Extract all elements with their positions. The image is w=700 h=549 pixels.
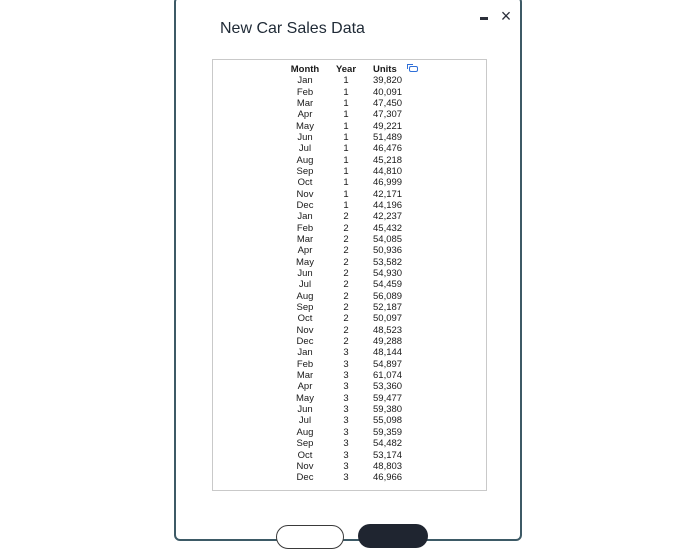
cell-month: May xyxy=(296,392,314,404)
cell-units: 53,582 xyxy=(373,256,403,268)
table-row xyxy=(285,75,415,86)
cell-month: Sep xyxy=(296,165,314,177)
table-row xyxy=(285,302,415,313)
table-row xyxy=(285,132,415,143)
table-row xyxy=(285,347,415,358)
table-row xyxy=(285,449,415,460)
table-row xyxy=(285,211,415,222)
table-row xyxy=(285,427,415,438)
cell-month: Jul xyxy=(298,415,312,427)
cell-year: 3 xyxy=(343,358,349,370)
cell-units: 54,085 xyxy=(373,233,403,245)
cell-year: 2 xyxy=(343,290,349,302)
cell-units: 54,930 xyxy=(373,268,403,280)
cell-units: 52,187 xyxy=(373,302,403,314)
cell-month: Jun xyxy=(297,404,313,416)
cell-units: 40,091 xyxy=(373,86,403,98)
cell-month: Mar xyxy=(296,97,314,109)
cell-year: 1 xyxy=(343,97,349,109)
table-row xyxy=(285,472,415,483)
cell-year: 1 xyxy=(343,131,349,143)
table-row xyxy=(285,188,415,199)
table-row xyxy=(285,370,415,381)
cell-year: 3 xyxy=(343,438,349,450)
cell-units: 46,999 xyxy=(373,177,403,189)
cell-units: 50,097 xyxy=(373,313,403,325)
cell-units: 46,966 xyxy=(373,472,403,484)
cell-year: 2 xyxy=(343,222,349,234)
table-row xyxy=(285,177,415,188)
cell-year: 2 xyxy=(343,211,349,223)
cell-month: Nov xyxy=(296,460,314,472)
data-table-panel xyxy=(212,59,487,491)
cell-year: 1 xyxy=(343,188,349,200)
cell-year: 3 xyxy=(343,404,349,416)
cell-month: Jul xyxy=(298,279,312,291)
cell-units: 45,218 xyxy=(373,154,403,166)
cell-month: Nov xyxy=(296,324,314,336)
cell-month: Feb xyxy=(296,222,314,234)
cell-units: 53,174 xyxy=(373,449,403,461)
cell-month: Mar xyxy=(296,370,314,382)
cell-year: 2 xyxy=(343,233,349,245)
cell-year: 2 xyxy=(343,324,349,336)
cell-month: Nov xyxy=(296,188,314,200)
cell-month: Dec xyxy=(296,472,314,484)
cell-year: 2 xyxy=(343,336,349,348)
cell-year: 3 xyxy=(343,347,349,359)
minimize-icon[interactable] xyxy=(476,8,492,24)
cell-units: 61,074 xyxy=(373,370,403,382)
table-row xyxy=(285,359,415,370)
cell-month: Jun xyxy=(297,131,313,143)
cell-units: 49,288 xyxy=(373,336,403,348)
cell-year: 2 xyxy=(343,279,349,291)
cell-year: 1 xyxy=(343,120,349,132)
cell-units: 51,489 xyxy=(373,131,403,143)
cell-month: Aug xyxy=(296,290,314,302)
table-row xyxy=(285,120,415,131)
cell-units: 44,810 xyxy=(373,165,403,177)
table-row xyxy=(285,415,415,426)
table-row xyxy=(285,154,415,165)
cell-year: 1 xyxy=(343,75,349,87)
cell-units: 53,360 xyxy=(373,381,403,393)
secondary-button[interactable] xyxy=(276,525,344,549)
cell-month: Mar xyxy=(296,233,314,245)
cell-month: Apr xyxy=(297,109,313,121)
header-month: Month xyxy=(290,63,320,75)
cell-month: Dec xyxy=(296,336,314,348)
copy-icon[interactable] xyxy=(409,66,418,72)
table-row xyxy=(285,438,415,449)
cell-year: 1 xyxy=(343,177,349,189)
cell-year: 3 xyxy=(343,449,349,461)
cell-units: 48,523 xyxy=(373,324,403,336)
table-row xyxy=(285,381,415,392)
cell-units: 59,477 xyxy=(373,392,403,404)
cell-units: 44,196 xyxy=(373,199,403,211)
cell-month: Sep xyxy=(296,438,314,450)
cell-month: Apr xyxy=(297,245,313,257)
cell-year: 3 xyxy=(343,426,349,438)
cell-year: 3 xyxy=(343,415,349,427)
cell-units: 55,098 xyxy=(373,415,403,427)
cell-units: 56,089 xyxy=(373,290,403,302)
cell-month: Sep xyxy=(296,302,314,314)
cell-units: 47,450 xyxy=(373,97,403,109)
close-icon[interactable]: × xyxy=(500,6,512,26)
table-row xyxy=(285,222,415,233)
cell-year: 2 xyxy=(343,302,349,314)
cell-year: 1 xyxy=(343,143,349,155)
cell-month: Jan xyxy=(297,211,313,223)
table-row xyxy=(285,109,415,120)
cell-year: 1 xyxy=(343,109,349,121)
cell-units: 46,476 xyxy=(373,143,403,155)
table-row xyxy=(285,257,415,268)
table-row xyxy=(285,166,415,177)
cell-month: Jul xyxy=(298,143,312,155)
table-row xyxy=(285,245,415,256)
cell-units: 49,221 xyxy=(373,120,403,132)
cell-month: May xyxy=(296,256,314,268)
cell-month: Feb xyxy=(296,86,314,98)
cell-units: 54,459 xyxy=(373,279,403,291)
table-row xyxy=(285,268,415,279)
cell-units: 47,307 xyxy=(373,109,403,121)
cell-year: 3 xyxy=(343,472,349,484)
sales-table xyxy=(285,63,415,483)
table-row xyxy=(285,234,415,245)
cell-units: 54,897 xyxy=(373,358,403,370)
dialog-title: New Car Sales Data xyxy=(220,20,365,37)
table-header-row xyxy=(285,63,415,75)
cell-year: 2 xyxy=(343,245,349,257)
header-year: Year xyxy=(335,63,357,75)
cell-units: 42,171 xyxy=(373,188,403,200)
table-row xyxy=(285,313,415,324)
table-row xyxy=(285,393,415,404)
cell-month: Feb xyxy=(296,358,314,370)
cell-month: Dec xyxy=(296,199,314,211)
cell-month: Oct xyxy=(297,449,313,461)
cell-month: Jun xyxy=(297,268,313,280)
cell-month: May xyxy=(296,120,314,132)
cell-month: Jan xyxy=(297,347,313,359)
cell-units: 50,936 xyxy=(373,245,403,257)
cell-units: 59,380 xyxy=(373,404,403,416)
cell-month: Apr xyxy=(297,381,313,393)
cell-year: 1 xyxy=(343,165,349,177)
table-row xyxy=(285,86,415,97)
cell-units: 42,237 xyxy=(373,211,403,223)
cell-year: 3 xyxy=(343,381,349,393)
cell-year: 1 xyxy=(343,199,349,211)
cell-month: Aug xyxy=(296,426,314,438)
cell-units: 59,359 xyxy=(373,426,403,438)
cell-month: Jan xyxy=(297,75,313,87)
cell-year: 3 xyxy=(343,370,349,382)
cell-units: 54,482 xyxy=(373,438,403,450)
cell-month: Oct xyxy=(297,313,313,325)
table-row xyxy=(285,279,415,290)
table-row xyxy=(285,404,415,415)
table-row xyxy=(285,143,415,154)
cell-month: Aug xyxy=(296,154,314,166)
table-row xyxy=(285,98,415,109)
table-row xyxy=(285,291,415,302)
header-units: Units xyxy=(373,63,397,75)
cell-units: 45,432 xyxy=(373,222,403,234)
cell-units: 48,803 xyxy=(373,460,403,472)
table-row xyxy=(285,200,415,211)
primary-button[interactable] xyxy=(358,524,428,548)
cell-year: 2 xyxy=(343,268,349,280)
cell-year: 3 xyxy=(343,392,349,404)
cell-year: 1 xyxy=(343,154,349,166)
table-body xyxy=(285,75,415,483)
cell-year: 2 xyxy=(343,313,349,325)
table-row xyxy=(285,461,415,472)
table-row xyxy=(285,336,415,347)
cell-month: Oct xyxy=(297,177,313,189)
cell-year: 1 xyxy=(343,86,349,98)
table-row xyxy=(285,325,415,336)
cell-units: 48,144 xyxy=(373,347,403,359)
cell-year: 2 xyxy=(343,256,349,268)
cell-year: 3 xyxy=(343,460,349,472)
cell-units: 39,820 xyxy=(373,75,403,87)
data-dialog xyxy=(174,0,522,541)
